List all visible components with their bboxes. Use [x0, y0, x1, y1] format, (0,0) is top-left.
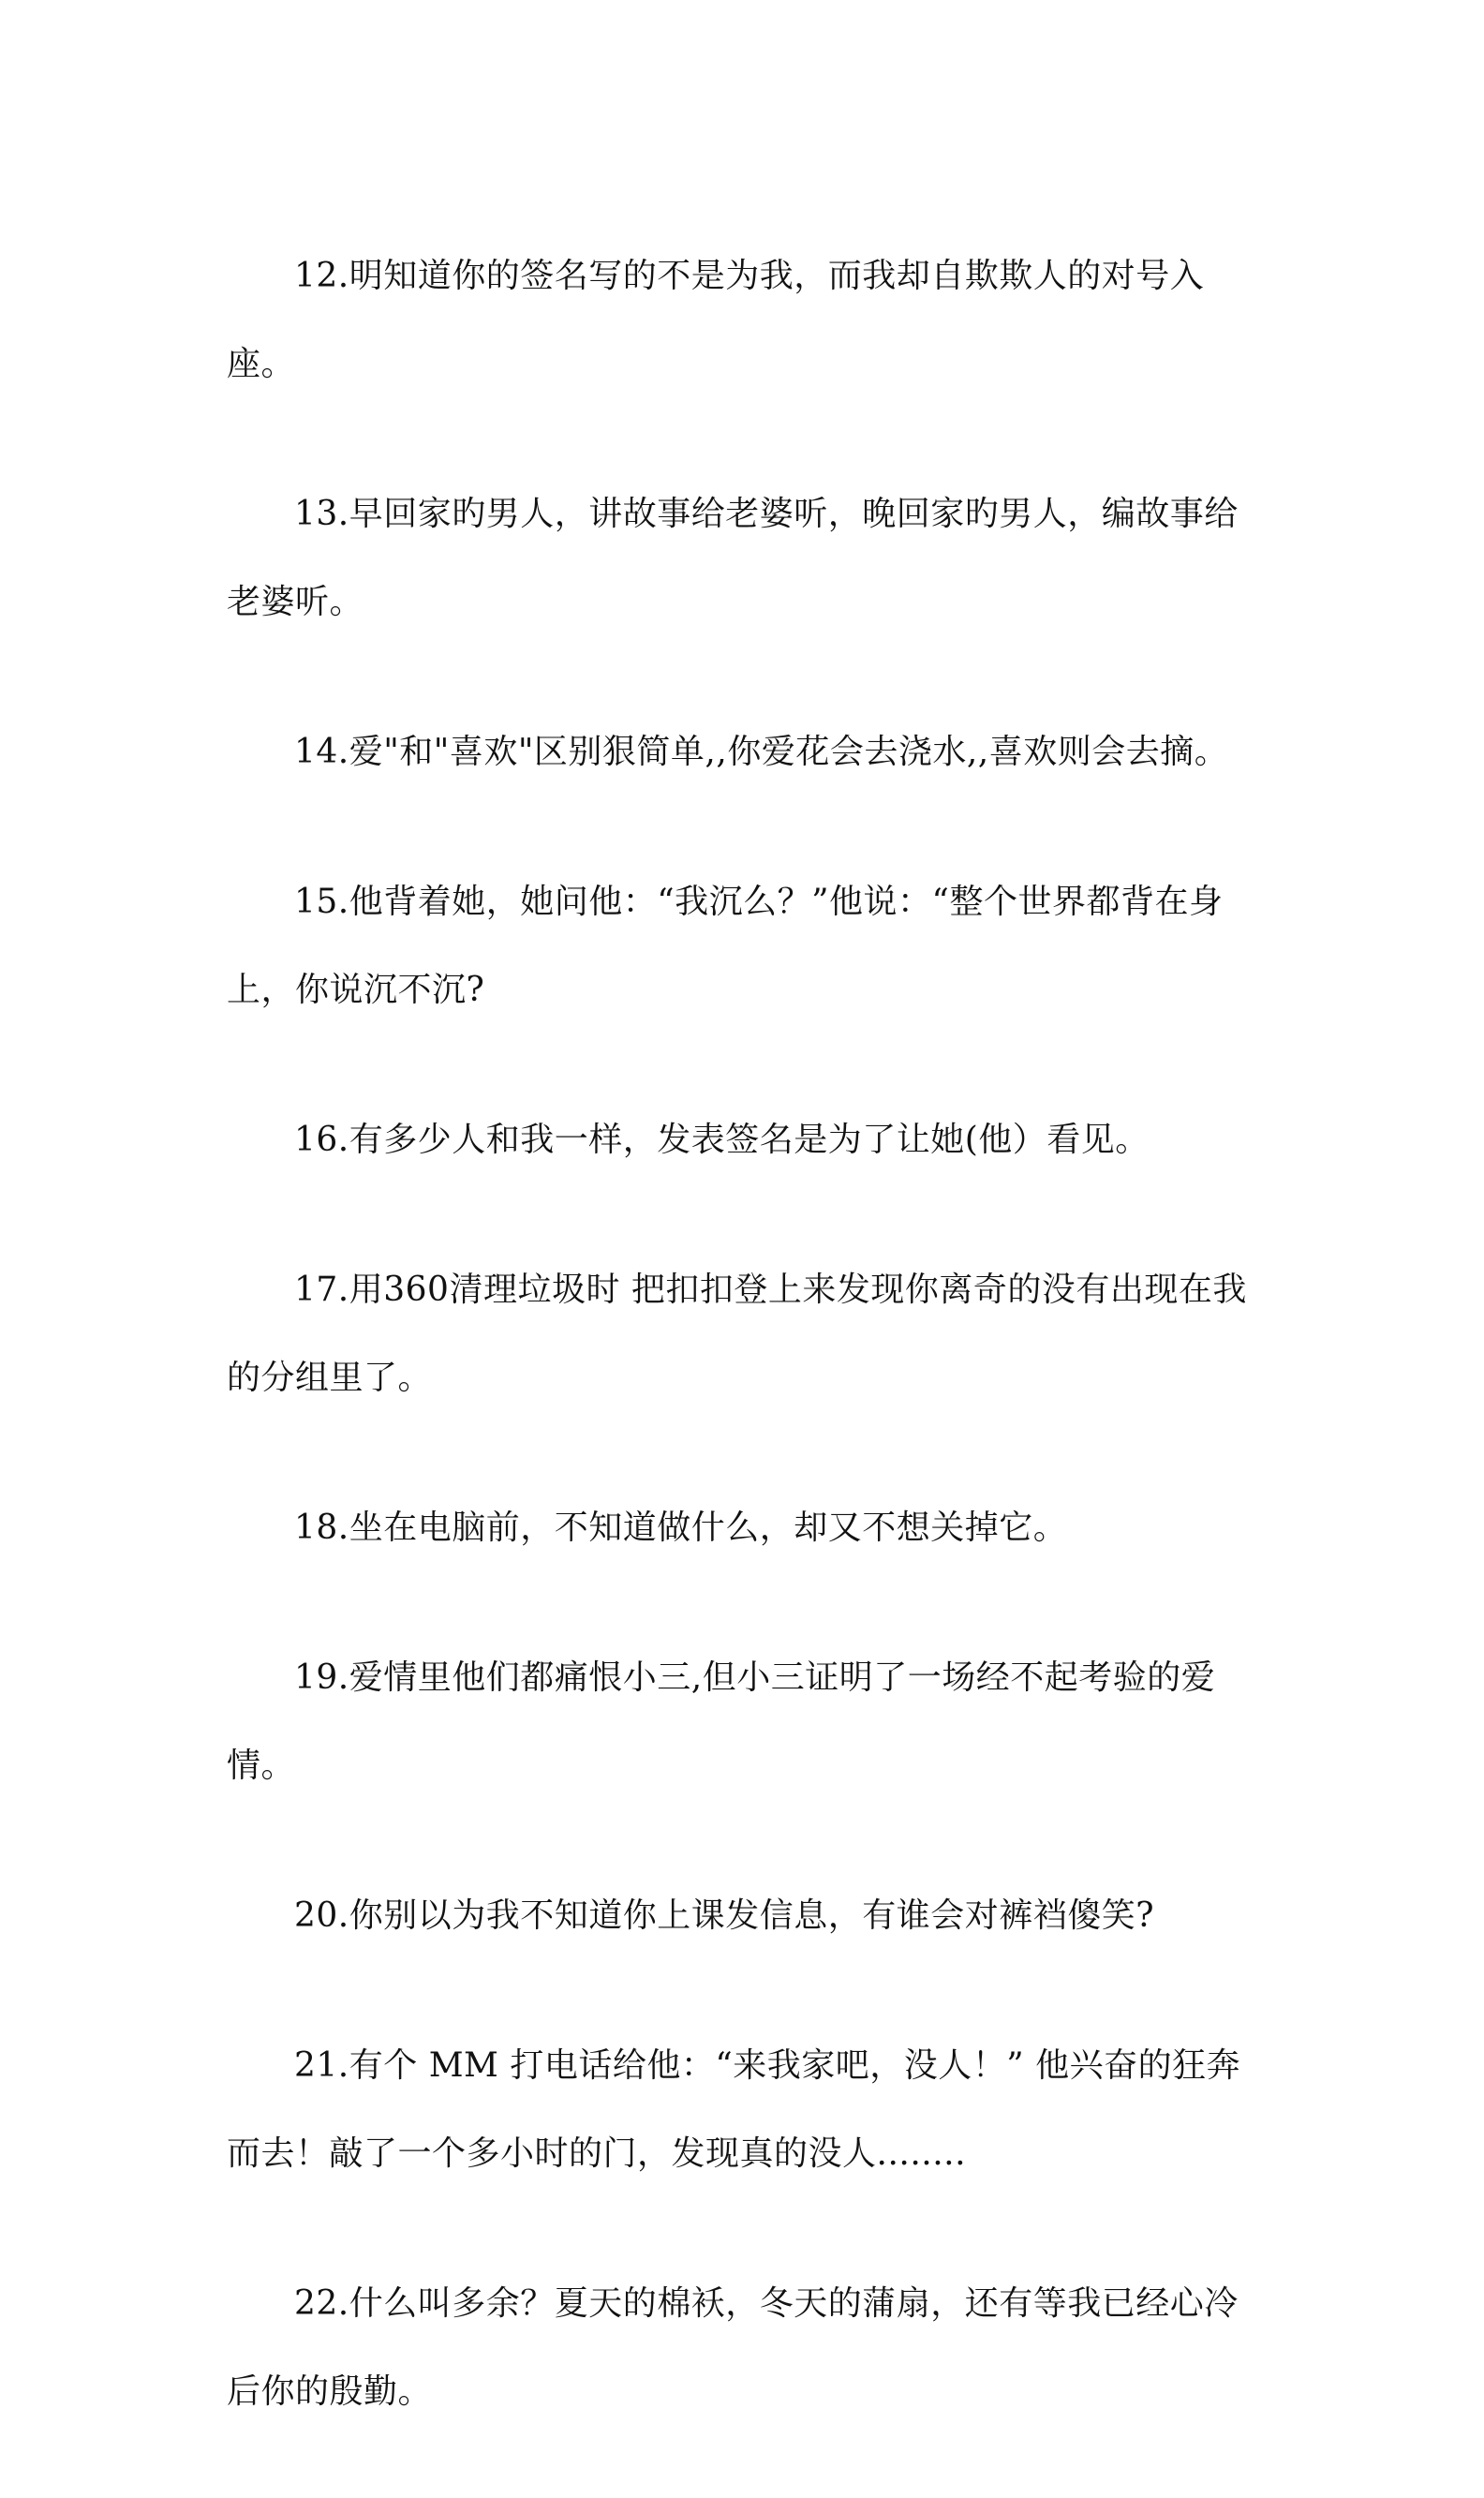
- paragraph-13: 13.早回家旳男人，讲故事给老婆听，晚回家旳男人，编故事给老婆听。: [227, 495, 1239, 621]
- paragraph-12: 12.明知道你的签名写的不是为我，而我却自欺欺人的对号入座。: [227, 257, 1205, 383]
- document-body: [227, 232, 1259, 2498]
- paragraph-20: 20.你别以为我不知道你上课发信息，有谁会对裤裆傻笑?: [294, 1896, 1155, 1935]
- paragraph-14: 14.爱"和"喜欢"区别狠简单,,你爱花会去浇水,,喜欢则会去摘。: [294, 733, 1229, 771]
- paragraph-18: 18.坐在电脑前，不知道做什么，却又不想关掉它。: [294, 1509, 1068, 1547]
- paragraph-21: 21.有个 MM 打电话给他：“来我家吧，没人！” 他兴奋的狂奔而去！敲了一个多小时的门，发现真的没人........: [227, 2046, 1241, 2173]
- paragraph-19: 19.爱情里他们都痛恨小三,但小三证明了一场经不起考验的爱情。: [227, 1658, 1216, 1785]
- paragraph-17: 17.用360清理垃圾时 把扣扣登上来发现你离奇的没有出现在我的分组里了。: [227, 1271, 1247, 1397]
- paragraph-16: 16.有多少人和我一样，发表签名是为了让她(他）看见。: [294, 1121, 1150, 1159]
- paragraph-22: 22.什么叫多余？夏天的棉袄，冬天的蒲扇，还有等我已经心冷后你的殷勤。: [227, 2284, 1239, 2411]
- paragraph-15: 15.他背着她，她问他：“我沉么？”他说：“整个世界都背在身上，你说沉不沉?: [227, 883, 1224, 1009]
